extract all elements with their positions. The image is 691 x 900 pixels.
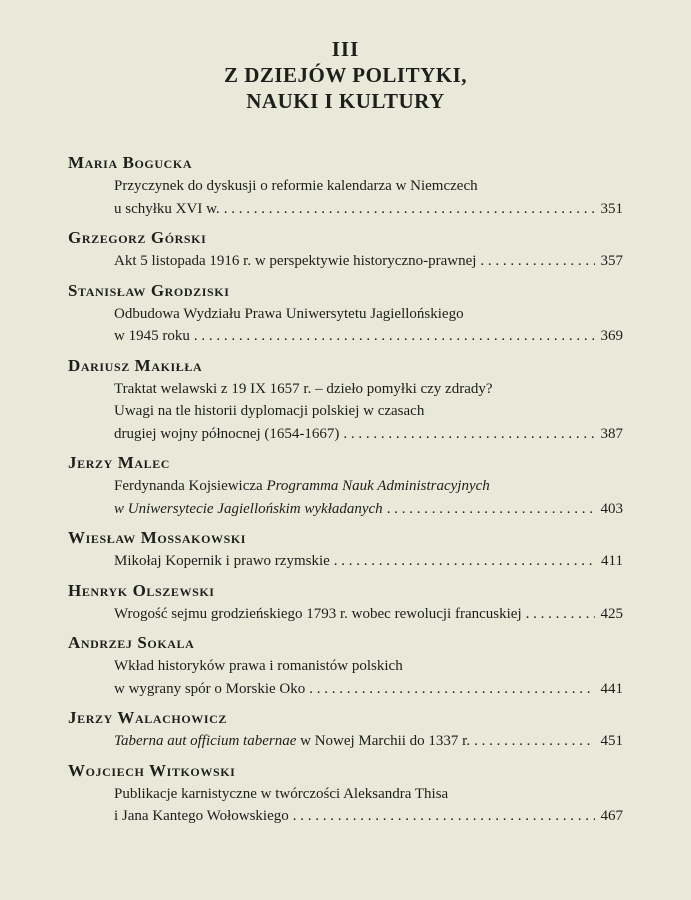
toc-entry (68, 280, 623, 348)
dot-leader (387, 498, 595, 521)
entry-title-italic: Programma Nauk Administracyjnych (266, 478, 490, 494)
section-header (68, 36, 623, 114)
dot-leader (334, 550, 595, 573)
entry-title-line: Uwagi na tle historii dyplomacji polskiej w czasach (114, 403, 425, 419)
dot-leader (480, 250, 595, 273)
section-title-line-1: Z DZIEJÓW POLITYKI, (223, 63, 468, 87)
section-title-line-2: NAUKI I KULTURY (246, 89, 445, 113)
entry-title-text: i Jana Kantego Wołowskiego (114, 808, 289, 824)
entry-author: Dariusz Makiłła (68, 355, 203, 375)
dot-leader (474, 730, 595, 753)
entry-title-text (114, 730, 470, 753)
entry-title-text: Akt 5 listopada 1916 r. w perspektywie historyczno-prawnej (114, 253, 477, 269)
entry-title-last-line (114, 603, 623, 626)
toc-entry (68, 152, 623, 220)
entry-title-text: u schyłku XVI w. (114, 200, 220, 217)
entry-author: Maria Bogucka (68, 153, 193, 172)
toc-entry (68, 760, 623, 828)
entry-title-text: w wygrany spór o Morskie Oko (114, 680, 306, 697)
toc-entry (68, 227, 623, 273)
toc-entry (68, 452, 623, 520)
entry-page-number: 369 (600, 328, 623, 344)
entry-author: Wojciech Witkowski (68, 760, 236, 780)
dot-leader (309, 678, 595, 701)
entry-page-number: 351 (600, 200, 623, 217)
dot-leader (194, 325, 595, 348)
entry-page-number: 357 (600, 253, 623, 269)
entry-author: Jerzy Malec (68, 453, 171, 472)
entry-title-last-line (114, 423, 623, 446)
entry-title-rest: w Nowej Marchii do 1337 r. (296, 733, 471, 749)
entry-author: Grzegorz Górski (68, 228, 207, 247)
toc-entry (68, 527, 623, 573)
entry-page-number: 411 (601, 553, 623, 569)
entry-title-last-line (114, 498, 623, 521)
entry-page-number: 403 (600, 500, 623, 517)
dot-leader (526, 603, 595, 626)
entry-author: Jerzy Walachowicz (68, 708, 227, 727)
entry-author: Henryk Olszewski (68, 580, 215, 600)
entry-title-last-line (114, 550, 623, 573)
entry-title-line: Publikacje karnistyczne w twórczości Aleksandra Thisa (114, 785, 449, 802)
dot-leader (343, 423, 595, 446)
dot-leader (224, 198, 595, 221)
entry-author: Wiesław Mossakowski (68, 528, 247, 547)
entry-page-number: 387 (600, 425, 623, 442)
entry-title-text: w Uniwersytecie Jagiellońskim wykładanych (114, 500, 383, 517)
entry-title-text: Wrogość sejmu grodzieńskiego 1793 r. wobec rewolucji francuskiej (114, 605, 522, 622)
entry-title-text: Mikołaj Kopernik i prawo rzymskie (114, 553, 330, 569)
entry-title-last-line (114, 730, 623, 753)
toc-entry (68, 580, 623, 626)
table-of-contents (68, 152, 623, 828)
toc-entry (68, 707, 623, 753)
entry-title-text: drugiej wojny północnej (1654-1667) (114, 425, 340, 442)
toc-entry (68, 632, 623, 700)
entry-title-prefix: Ferdynanda Kojsiewicza (114, 478, 267, 494)
entry-title-last-line (114, 678, 623, 701)
dot-leader (293, 805, 595, 828)
entry-title-last-line (114, 325, 623, 348)
entry-title-last-line (114, 805, 623, 828)
entry-title-line: Wkład historyków prawa i romanistów polskich (114, 658, 403, 674)
entry-title-last-line (114, 198, 623, 221)
entry-title-line: Przyczynek do dyskusji o reformie kalendarza w Niemczech (114, 178, 478, 194)
entry-title-line (114, 475, 623, 498)
entry-title-italic: Taberna aut officium tabernae (114, 733, 297, 749)
entry-page-number: 441 (600, 680, 623, 697)
entry-title-text: w 1945 roku (114, 328, 190, 344)
entry-author: Andrzej Sokala (68, 633, 195, 652)
entry-page-number: 451 (600, 733, 623, 749)
part-number: III (331, 37, 360, 61)
entry-page-number: 425 (600, 605, 623, 622)
toc-entry (68, 355, 623, 446)
entry-title-line: Odbudowa Wydziału Prawa Uniwersytetu Jagiellońskiego (114, 305, 464, 322)
entry-page-number: 467 (600, 808, 623, 824)
entry-title-line: Traktat welawski z 19 IX 1657 r. – dzieło pomyłki czy zdrady? (114, 380, 493, 397)
entry-title-last-line (114, 250, 623, 273)
entry-author: Stanisław Grodziski (68, 280, 230, 300)
